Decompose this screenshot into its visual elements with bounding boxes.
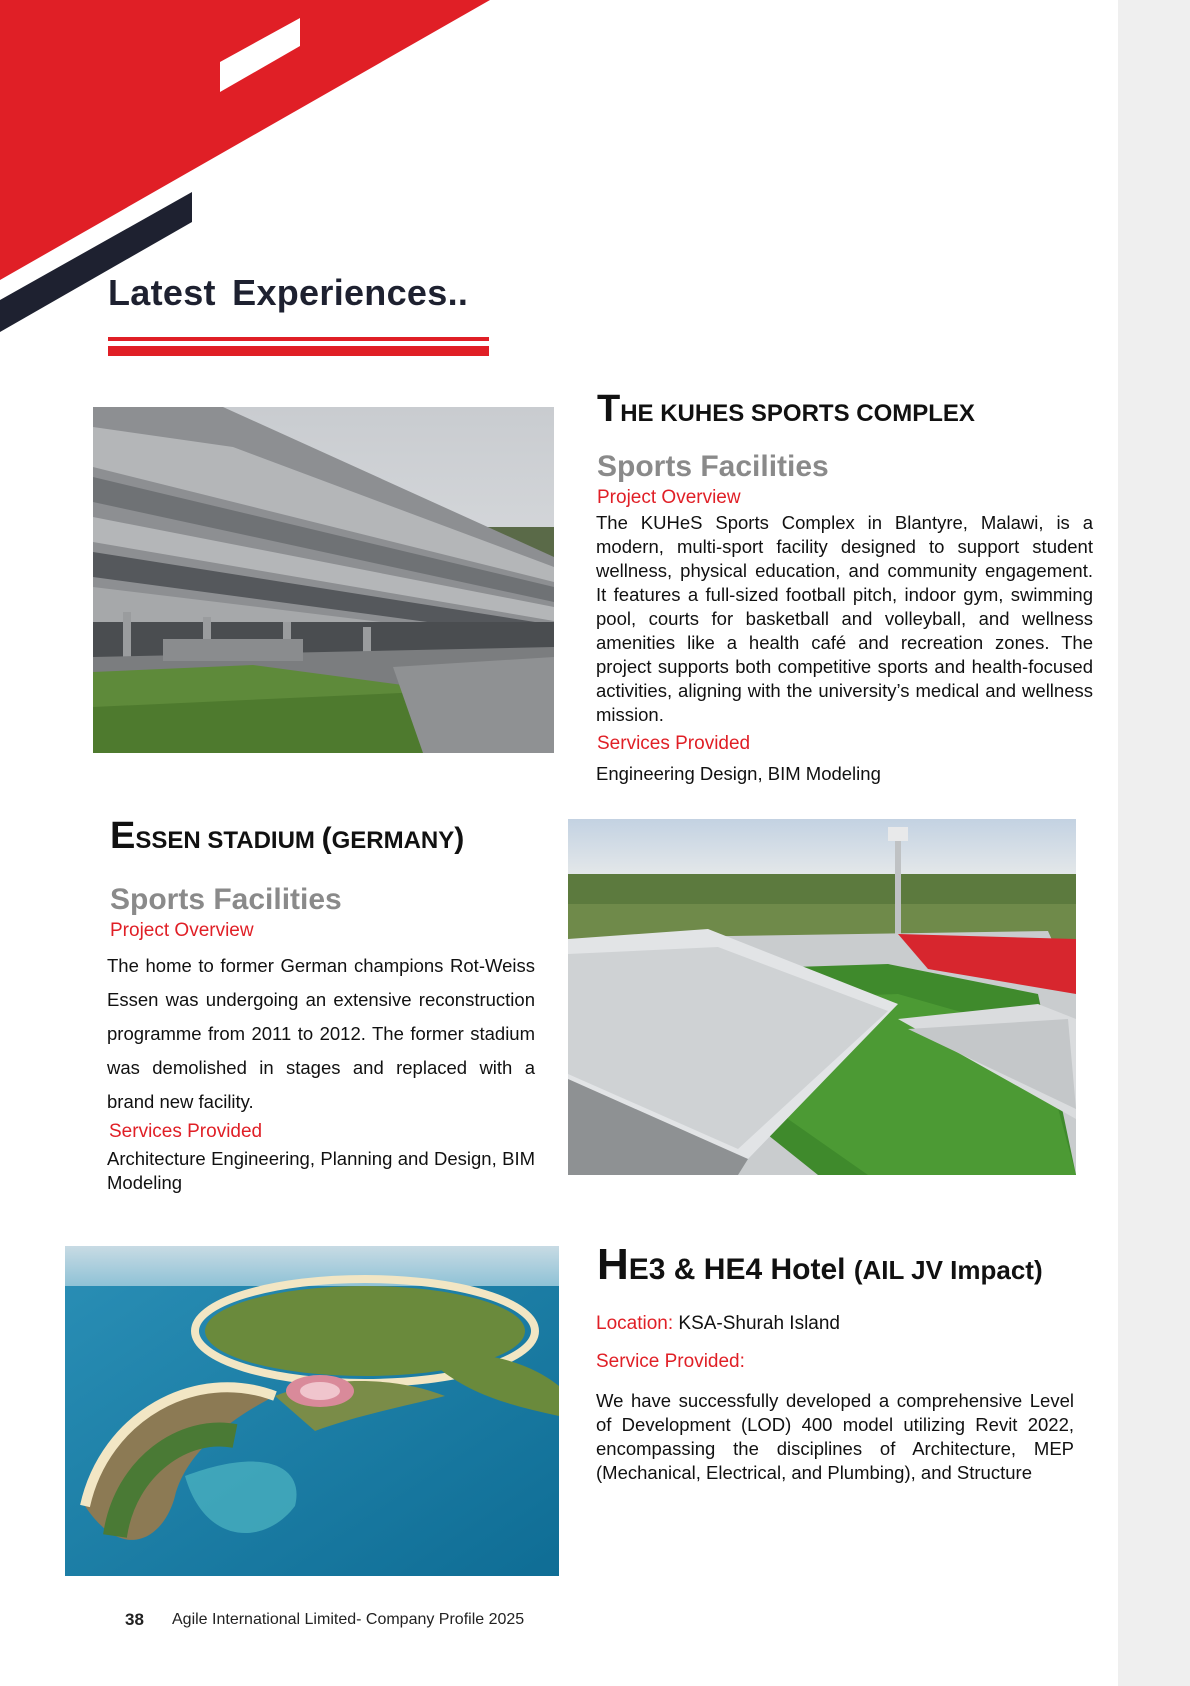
kuhes-overview-label: Project Overview <box>597 487 741 508</box>
essen-services-label: Services Provided <box>109 1121 263 1142</box>
page-number: 38 <box>125 1610 144 1629</box>
hotel-location-value: KSA-Shurah Island <box>678 1313 840 1334</box>
title-underline-top <box>108 337 489 341</box>
kuhes-category: Sports Facilities <box>597 450 829 483</box>
footer-text: Agile International Limited- Company Profile 2025 <box>172 1611 525 1628</box>
essen-title: ESSEN STADIUM (GERMANY) <box>110 815 465 857</box>
hotel-services-label: Service Provided: <box>596 1351 745 1372</box>
kuhes-overview-text: The KUHeS Sports Complex in Blantyre, Malawi, is a modern, multi-sport facility designed to support student wellness, physical education, and community engagement. It features a full-sized football pitch, indoor gym, swimming pool, courts for basketball and volleyball, and wellness amenities like a health café and recreation zones. The project supports both competitive sports and health-focused activities, aligning with the university’s medical and wellness mission. <box>596 512 1093 725</box>
hotel-location <box>596 1313 840 1335</box>
kuhes-services-text: Engineering Design, BIM Modeling <box>596 763 881 784</box>
kuhes-services-label: Services Provided <box>597 733 751 754</box>
hotel-location-label: Location: <box>596 1313 674 1334</box>
kuhes-complex-photo <box>93 407 554 753</box>
essen-category: Sports Facilities <box>110 883 342 916</box>
right-margin-strip <box>1118 0 1190 1686</box>
essen-overview-label: Project Overview <box>110 920 254 941</box>
essen-stadium-photo <box>568 819 1076 1175</box>
shurah-island-render <box>65 1246 559 1576</box>
kuhes-title: THE KUHES SPORTS COMPLEX <box>597 388 975 430</box>
title-underline-bottom <box>108 346 489 356</box>
page-title: Latest Experiences.. <box>108 272 469 313</box>
essen-overview-text: The home to former German champions Rot-Weiss Essen was undergoing an extensive reconstruction programme from 2011 to 2012. The former stadium was demolished in stages and replaced with a brand new facility. <box>107 955 535 1112</box>
hotel-description: We have successfully developed a comprehensive Level of Development (LOD) 400 model utilizing Revit 2022, encompassing the disciplines of Architecture, MEP (Mechanical, Electrical, and Plumbing), and Structure <box>596 1390 1074 1483</box>
hotel-title: HE3 & HE4 Hotel (AIL JV Impact) <box>597 1240 1043 1289</box>
essen-services-text: Architecture Engineering, Planning and Design, BIM Modeling <box>107 1148 535 1193</box>
